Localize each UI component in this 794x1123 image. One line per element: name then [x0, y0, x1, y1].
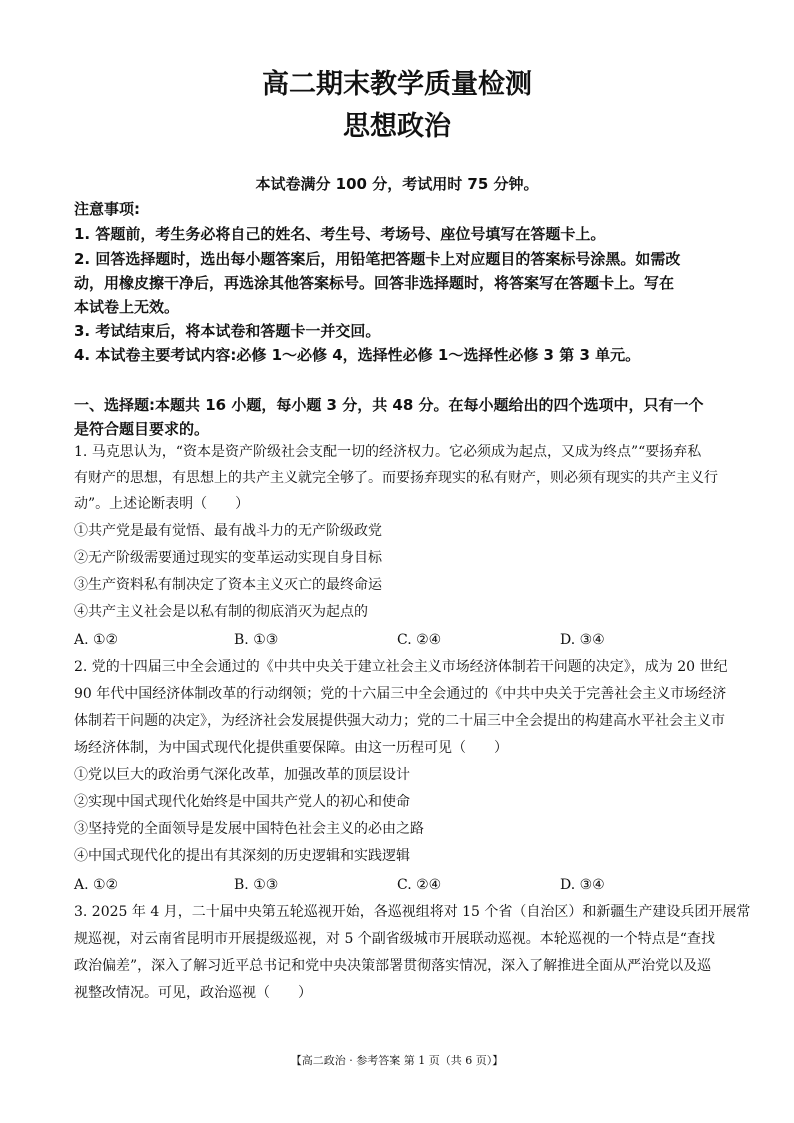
q3-stem-line-4: 视整改情况。可见，政治巡视（ ） [74, 985, 312, 1001]
notice-item-3: 3. 考试结束后，将本试卷和答题卡一并交回。 [74, 322, 381, 340]
notice-item-2: 2. 回答选择题时，选出每小题答案后，用铅笔把答题卡上对应题目的答案标号涂黑。如需改 [74, 250, 681, 268]
section-heading-cont: 是符合题目要求的。 [74, 420, 210, 438]
notice-item-4: 4. 本试卷主要考试内容:必修 1～必修 4，选择性必修 1～选择性必修 3 第 3 单元。 [74, 346, 641, 364]
notice-heading: 注意事项: [74, 200, 140, 218]
q1-statement-3: ③生产资料私有制决定了资本主义灭亡的最终命运 [74, 577, 382, 593]
q3-stem-line-1: 3. 2025 年 4 月，二十届中央第五轮巡视开始，各巡视组将对 15 个省（自治区）和新疆生产建设兵团开展常 [74, 904, 751, 920]
q2-option-b: B. ①③ [234, 877, 279, 893]
notice-item-1: 1. 答题前，考生务必将自己的姓名、考生号、考场号、座位号填写在答题卡上。 [74, 225, 606, 243]
q1-statement-2: ②无产阶级需要通过现实的变革运动实现自身目标 [74, 550, 382, 566]
q3-stem-line-2: 规巡视，对云南省昆明市开展提级巡视，对 5 个副省级城市开展联动巡视。本轮巡视的一个特点是“查找 [74, 931, 715, 947]
q1-option-c: C. ②④ [397, 632, 442, 648]
q2-option-c: C. ②④ [397, 877, 442, 893]
q2-statement-2: ②实现中国式现代化始终是中国共产党人的初心和使命 [74, 794, 410, 810]
section-heading: 一、选择题:本题共 16 小题，每小题 3 分，共 48 分。在每小题给出的四个选项中，只有一个 [74, 396, 704, 414]
exam-title: 高二期末教学质量检测 [262, 69, 532, 100]
q1-option-a: A. ①② [74, 632, 119, 648]
q1-stem-line-1: 1. 马克思认为，“资本是资产阶级社会支配一切的经济权力。它必须成为起点，又成为终点”“要扬弃私 [74, 444, 702, 460]
notice-item-2-end: 本试卷上无效。 [74, 298, 180, 316]
q1-stem-line-3: 动”。上述论断表明（ ） [74, 496, 250, 512]
q2-statement-1: ①党以巨大的政治勇气深化改革，加强改革的顶层设计 [74, 767, 410, 783]
q2-option-d: D. ③④ [560, 877, 605, 893]
q2-stem-line-4: 场经济体制，为中国式现代化提供重要保障。由这一历程可见（ ） [74, 740, 508, 756]
q2-option-a: A. ①② [74, 877, 119, 893]
q2-stem-line-2: 90 年代中国经济体制改革的行动纲领；党的十六届三中全会通过的《中共中央关于完善社会主义市场经济 [74, 686, 727, 702]
q1-statement-1: ①共产党是最有觉悟、最有战斗力的无产阶级政党 [74, 523, 382, 539]
q1-option-b: B. ①③ [234, 632, 279, 648]
q3-stem-line-3: 政治偏差”，深入了解习近平总书记和党中央决策部署贯彻落实情况，深入了解推进全面从严治党以及巡 [74, 958, 712, 974]
q2-statement-3: ③坚持党的全面领导是发展中国特色社会主义的必由之路 [74, 821, 424, 837]
notice-item-2-cont: 动，用橡皮擦干净后，再选涂其他答案标号。回答非选择题时，将答案写在答题卡上。写在 [74, 274, 675, 292]
q1-option-d: D. ③④ [560, 632, 605, 648]
q2-stem-line-3: 体制若干问题的决定》，为经济社会发展提供强大动力；党的二十届三中全会提出的构建高水平社会主义市 [74, 713, 725, 729]
q1-stem-line-2: 有财产的思想，有思想上的共产主义就完全够了。而要扬弃现实的私有财产，则必须有现实的共产主义行 [74, 470, 718, 486]
page-footer: 【高二政治 · 参考答案 第 1 页（共 6 页）】 [290, 1054, 504, 1067]
exam-subject: 思想政治 [343, 111, 451, 142]
q2-statement-4: ④中国式现代化的提出有其深刻的历史逻辑和实践逻辑 [74, 848, 410, 864]
q2-stem-line-1: 2. 党的十四届三中全会通过的《中共中央关于建立社会主义市场经济体制若干问题的决定》，成为 20 世纪 [74, 659, 728, 675]
q1-statement-4: ④共产主义社会是以私有制的彻底消灭为起点的 [74, 604, 368, 620]
exam-info: 本试卷满分 100 分，考试用时 75 分钟。 [255, 175, 539, 193]
